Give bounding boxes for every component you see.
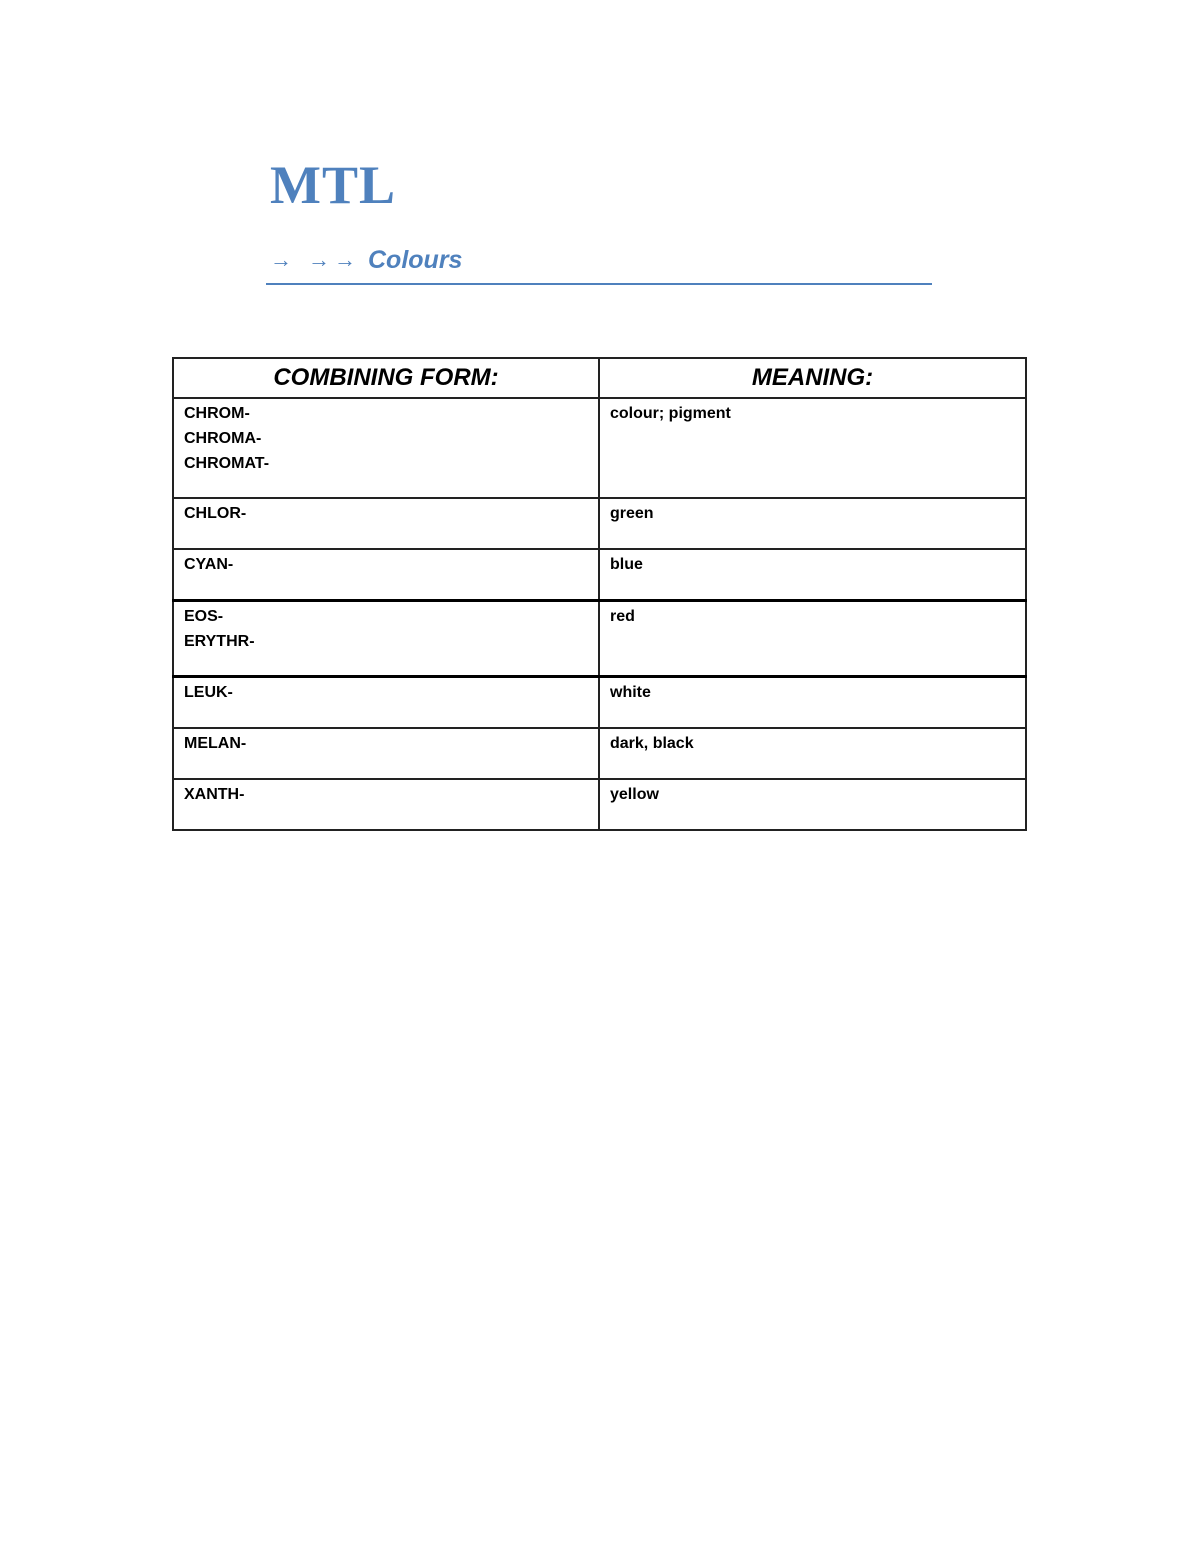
- header-meaning: MEANING:: [599, 358, 1026, 398]
- arrow-group: [308, 240, 356, 280]
- combining-form: CHROM-: [184, 405, 250, 422]
- combining-form-cell: [173, 677, 599, 729]
- combining-form: CYAN-: [184, 556, 234, 573]
- table-row: [173, 549, 1026, 601]
- page-title: MTL: [270, 155, 397, 215]
- table-row: [173, 498, 1026, 549]
- combining-form: XANTH-: [184, 786, 245, 803]
- combining-form-cell: [173, 398, 599, 498]
- combining-form: CHROMA-: [184, 430, 262, 447]
- section-heading: [270, 240, 930, 280]
- arrow-right-icon: →: [334, 247, 356, 272]
- table-row: [173, 601, 1026, 677]
- meaning-cell: white: [599, 677, 1026, 729]
- combining-form: LEUK-: [184, 684, 233, 701]
- combining-form-cell: [173, 549, 599, 601]
- combining-form-cell: [173, 601, 599, 677]
- meaning-cell: red: [599, 601, 1026, 677]
- meaning-cell: green: [599, 498, 1026, 549]
- meaning-cell: dark, black: [599, 728, 1026, 779]
- table-row: [173, 398, 1026, 498]
- arrow-right-icon: →: [308, 247, 330, 272]
- combining-form: CHLOR-: [184, 505, 247, 522]
- meaning-cell: colour; pigment: [599, 398, 1026, 498]
- meaning-cell: yellow: [599, 779, 1026, 830]
- table-row: [173, 677, 1026, 729]
- arrow-right-icon: →: [270, 247, 292, 272]
- table-header-row: [173, 358, 1026, 398]
- header-combining-form: COMBINING FORM:: [173, 358, 599, 398]
- table-row: [173, 728, 1026, 779]
- combining-form: CHROMAT-: [184, 455, 270, 472]
- combining-form: EOS-: [184, 608, 224, 625]
- combining-forms-table: [172, 357, 1027, 831]
- section-heading-label: Colours: [368, 245, 463, 274]
- table-row: [173, 779, 1026, 830]
- combining-form: ERYTHR-: [184, 633, 255, 650]
- heading-underline: [266, 283, 932, 285]
- combining-form-cell: [173, 728, 599, 779]
- combining-form-cell: [173, 498, 599, 549]
- meaning-cell: blue: [599, 549, 1026, 601]
- combining-form: MELAN-: [184, 735, 247, 752]
- combining-form-cell: [173, 779, 599, 830]
